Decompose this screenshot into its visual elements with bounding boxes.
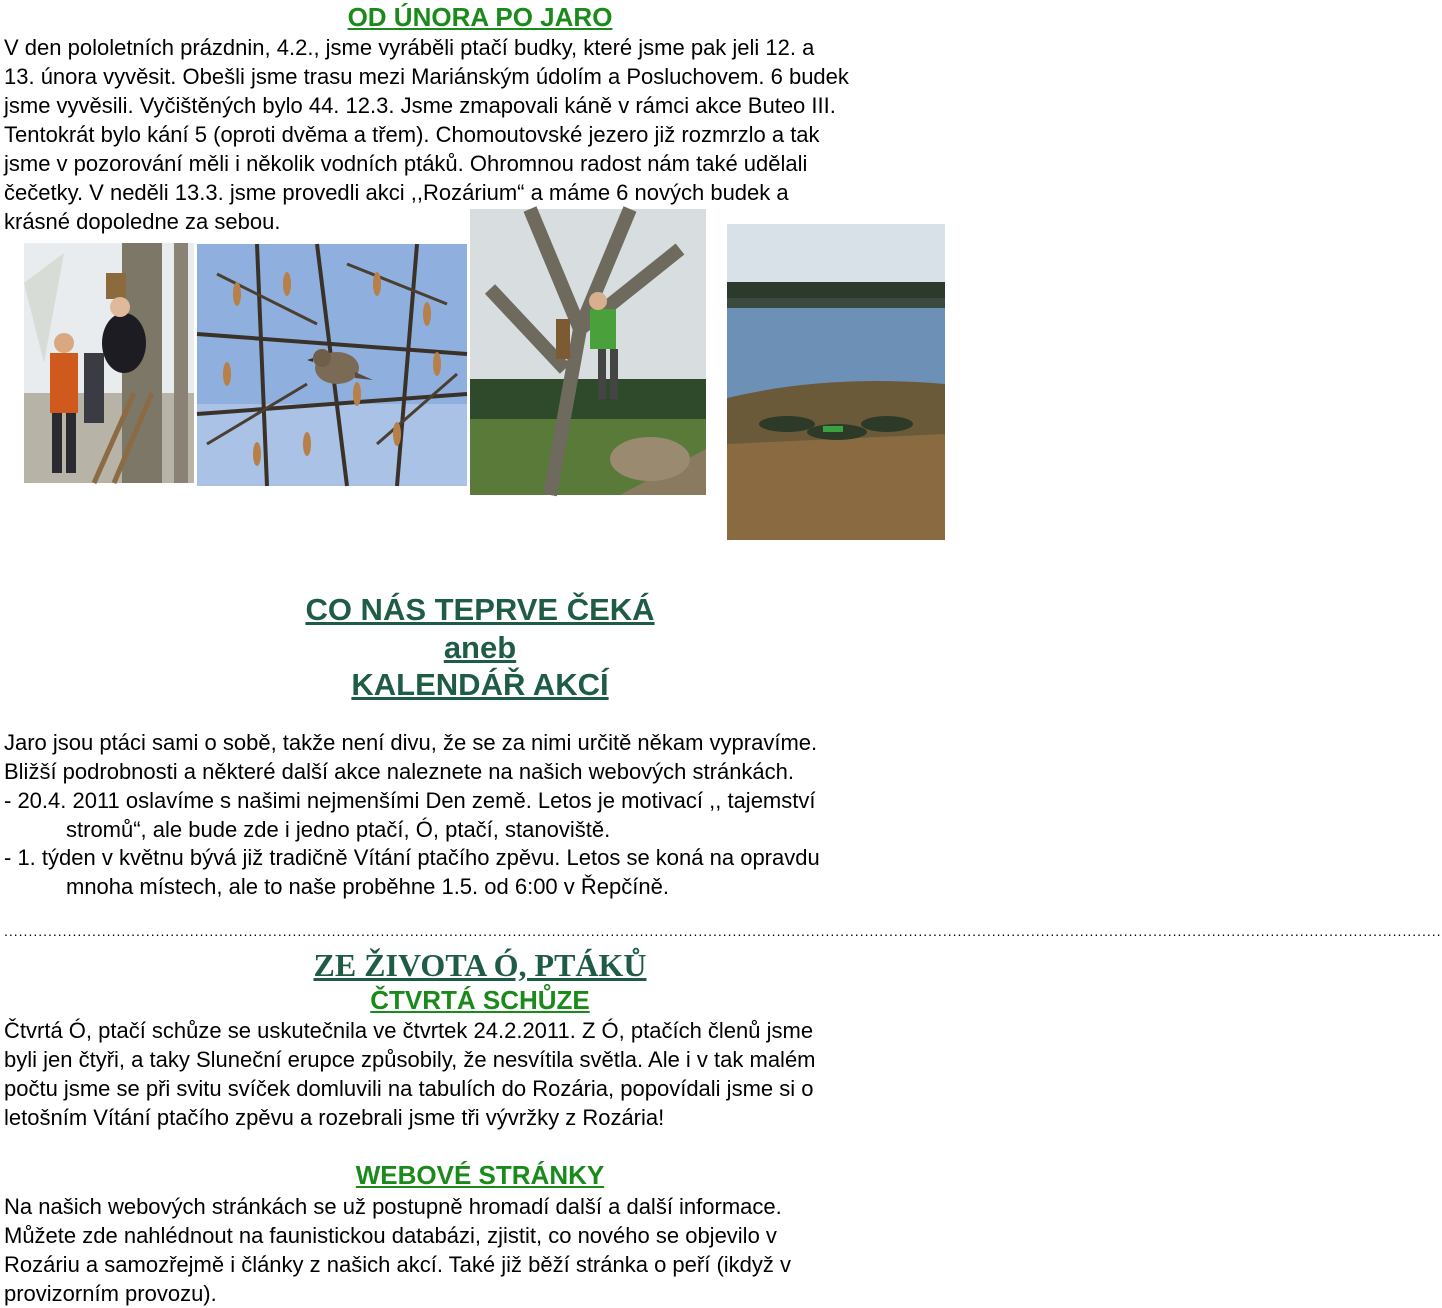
calendar-item-bird-song: - 1. týden v květnu bývá již tradičně Vítání ptačího zpěvu. Letos se koná na opravdu [4, 845, 820, 870]
calendar-item-bird-song-cont: mnoha místech, ale to naše proběhne 1.5. od 6:00 v Řepčíně. [66, 874, 669, 899]
calendar-item-earth-day: - 20.4. 2011 oslavíme s našimi nejmenšími Den země. Letos je motivací ,, tajemství [4, 788, 816, 813]
paragraph-line: V den pololetních prázdnin, 4.2., jsme vyráběli ptačí budky, které jsme pak jeli 12. a [4, 35, 815, 60]
paragraph-line: Čtvrtá Ó, ptačí schůze se uskutečnila ve čtvrtek 24.2.2011. Z Ó, ptačích členů jsme [4, 1018, 814, 1043]
photo-child-in-tree [470, 209, 706, 495]
paragraph-line: 13. února vyvěsit. Obešli jsme trasu mezi Mariánským údolím a Posluchovem. 6 budek [4, 64, 849, 89]
subheading-ctvrta-schuze: ČTVRTÁ SCHŮZE [370, 985, 590, 1015]
paragraph-line: jsme v pozorování měli i několik vodních ptáků. Ohromnou radost nám také udělali [4, 151, 808, 176]
paragraph-line: Na našich webových stránkách se už postupně hromadí další a další informace. [4, 1194, 782, 1219]
paragraph-line: Můžete zde nahlédnout na faunistickou databázi, zjistit, co nového se objevilo v [4, 1223, 777, 1248]
photo-lake-shore [727, 224, 945, 540]
section3-paragraph [4, 1016, 956, 1132]
section-heading-co-nas-ceka: CO NÁS TEPRVE ČEKÁ [305, 592, 655, 627]
calendar-intro-line: Bližší podrobnosti a některé další akce naleznete na našich webových stránkách. [4, 759, 795, 784]
section-heading-od-unora: OD ÚNORA PO JARO [347, 2, 613, 32]
photo-bird-branches [197, 244, 467, 486]
calendar-item-earth-day-cont: stromů“, ale bude zde i jedno ptačí, Ó, ptačí, stanoviště. [66, 817, 611, 842]
section1-paragraph [4, 33, 956, 236]
paragraph-line: provizorním provozu). [4, 1281, 217, 1306]
paragraph-line: krásné dopoledne za sebou. [4, 209, 281, 234]
subheading-webove-stranky: WEBOVÉ STRÁNKY [355, 1160, 605, 1190]
section-heading-aneb: aneb [443, 630, 517, 665]
paragraph-line: byli jen čtyři, a taky Sluneční erupce způsobily, že nesvítila světla. Ale i v tak malém [4, 1047, 816, 1072]
paragraph-line: čečetky. V neděli 13.3. jsme provedli akci ,,Rozárium“ a máme 6 nových budek a [4, 180, 789, 205]
paragraph-line: Rozáriu a samozřejmě i články z našich akcí. Také již běží stránka o peří (ikdyž v [4, 1252, 792, 1277]
calendar-intro-line: Jaro jsou ptáci sami o sobě, takže není divu, že se za nimi určitě někam vypravíme. [4, 730, 818, 755]
section-heading-kalendar-akci: KALENDÁŘ AKCÍ [351, 667, 609, 702]
photo-children-birdhouse [24, 243, 194, 483]
paragraph-line: počtu jsme se při svitu svíček domluvili na tabulích do Rozária, popovídali jsme si o [4, 1076, 814, 1101]
section4-paragraph [4, 1192, 956, 1308]
paragraph-line: Tentokrát bylo kání 5 (oproti dvěma a třem). Chomoutovské jezero již rozmrzlo a tak [4, 122, 820, 147]
dotted-separator: ...................................................................................................................................................................................................................................................................................................... [4, 923, 1442, 939]
paragraph-line: jsme vyvěsili. Vyčištěných bylo 44. 12.3. Jsme zmapovali káně v rámci akce Buteo III. [4, 93, 836, 118]
paragraph-line: letošním Vítání ptačího zpěvu a rozebrali jsme tři vývržky z Rozária! [4, 1105, 665, 1130]
section-heading-ze-zivota: ZE ŽIVOTA Ó, PTÁKŮ [313, 947, 647, 983]
